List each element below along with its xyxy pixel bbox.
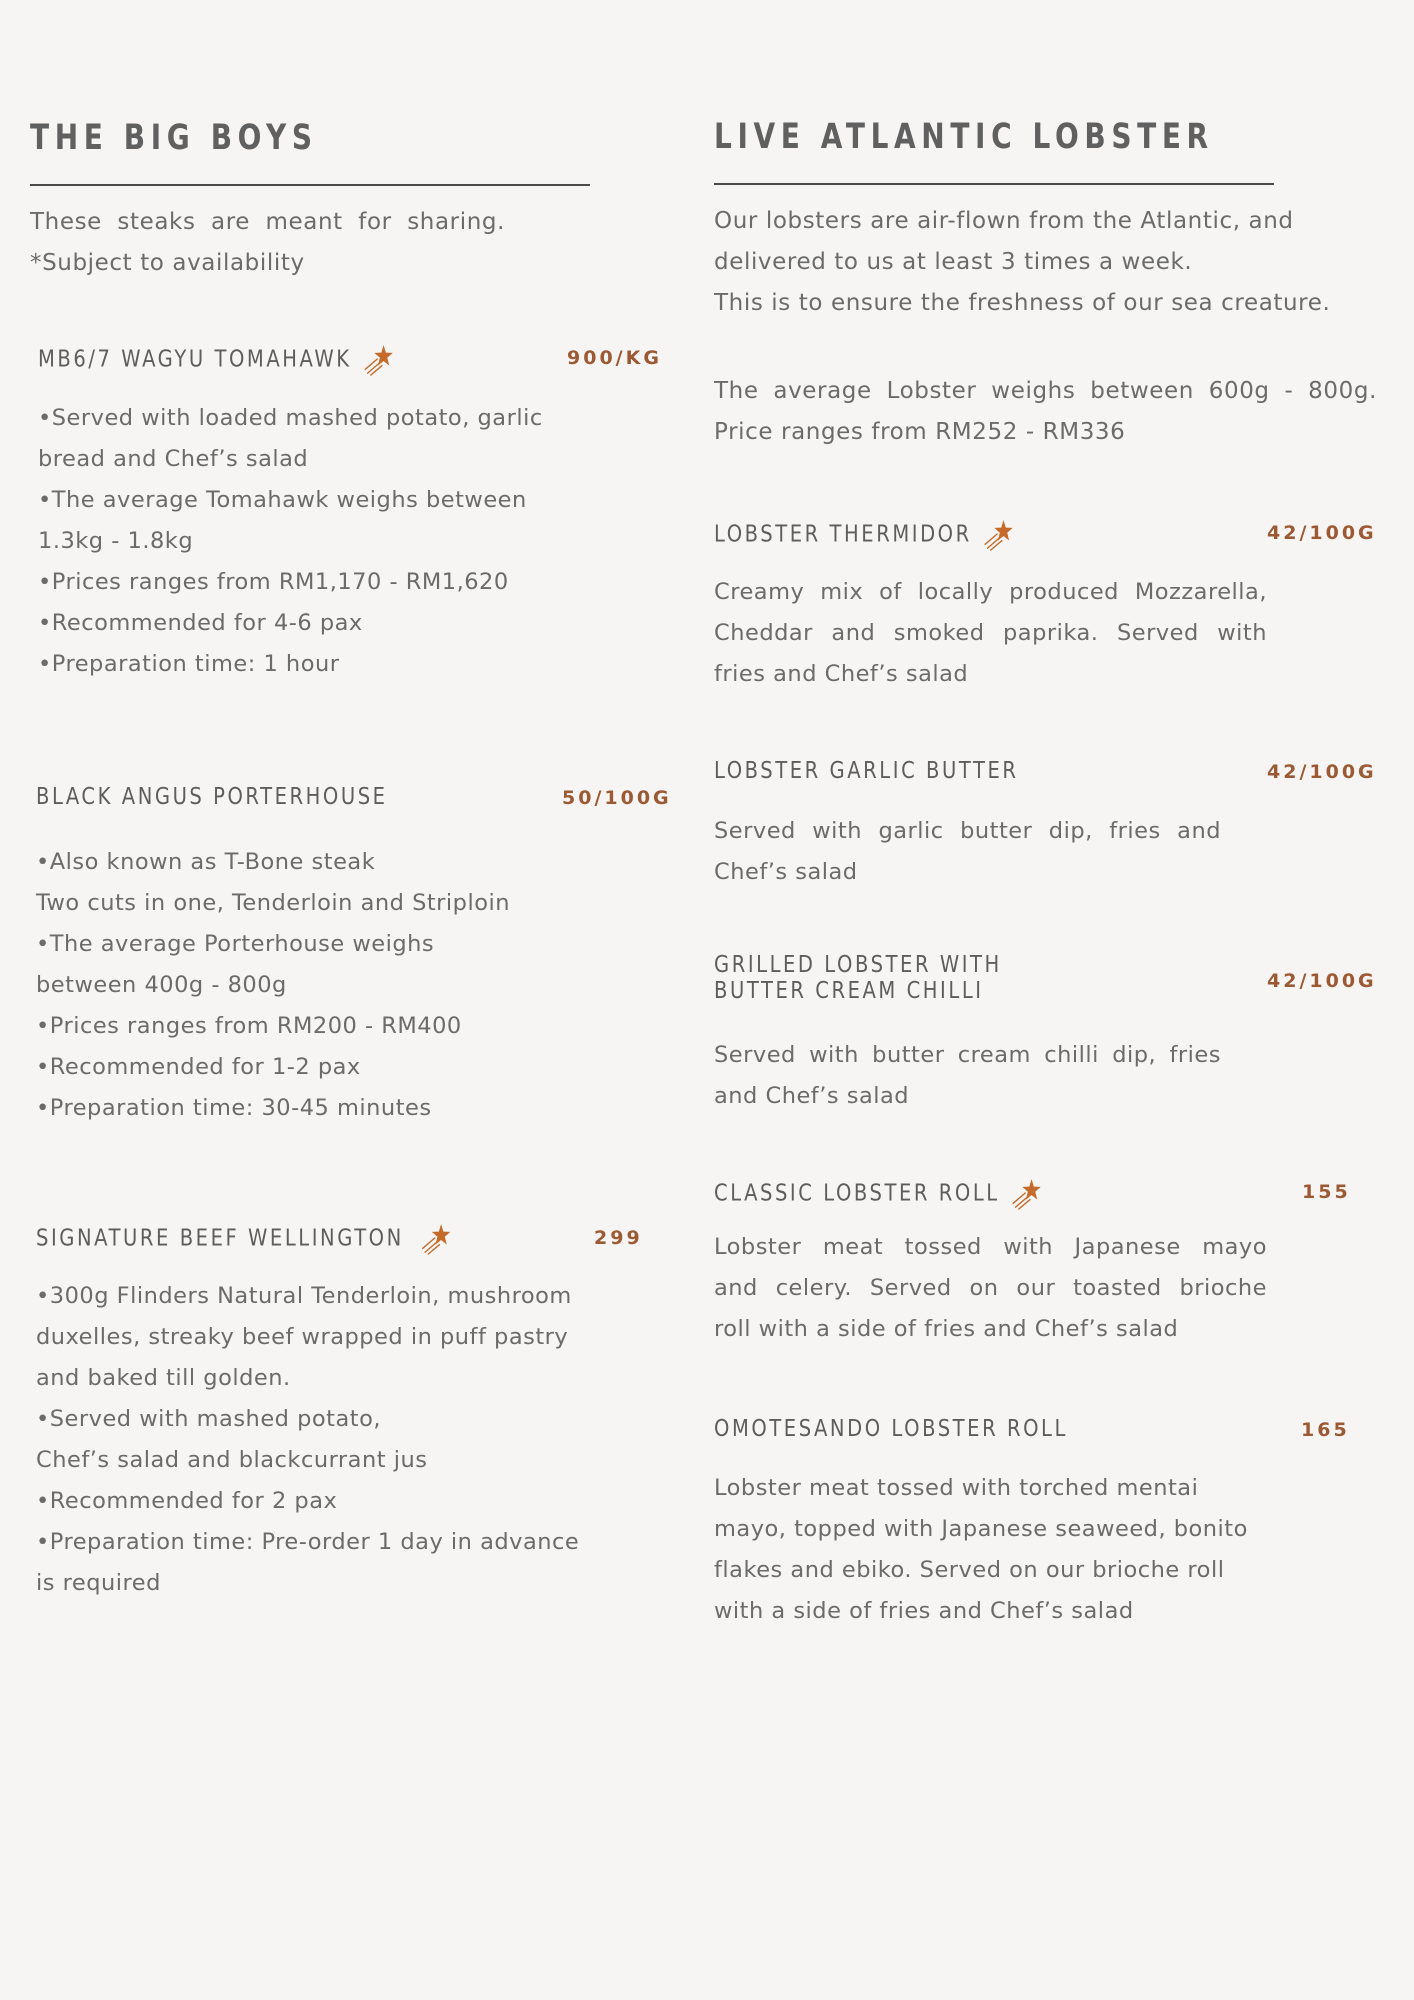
shooting-star-icon bbox=[419, 1223, 451, 1255]
menu-item-name-line: BUTTER CREAM CHILLI bbox=[714, 978, 984, 1004]
shooting-star-icon bbox=[362, 344, 394, 376]
menu-item-price: 299 bbox=[594, 1227, 643, 1249]
description-line: Cheddar and smoked paprika. Served with bbox=[714, 620, 1267, 646]
description-line: and Chef’s salad bbox=[714, 1083, 910, 1109]
description-line: 1.3kg - 1.8kg bbox=[38, 528, 194, 554]
menu-item-description bbox=[714, 572, 1267, 695]
intro-line: delivered to us at least 3 times a week. bbox=[714, 249, 1193, 275]
menu-item-name-line: GRILLED LOBSTER WITH bbox=[714, 952, 1002, 978]
menu-item-description bbox=[714, 1468, 1248, 1632]
menu-item-name: LOBSTER THERMIDOR bbox=[714, 519, 1014, 551]
description-line: •Prices ranges from RM1,170 - RM1,620 bbox=[38, 569, 509, 595]
menu-item-name: CLASSIC LOBSTER ROLL bbox=[714, 1178, 1042, 1210]
menu-item-name: SIGNATURE BEEF WELLINGTON bbox=[36, 1223, 451, 1255]
intro-line: Our lobsters are air-flown from the Atlantic, and bbox=[714, 208, 1294, 234]
menu-item-price: 50/100G bbox=[562, 787, 672, 809]
description-line: Served with garlic butter dip, fries and bbox=[714, 818, 1221, 844]
description-line: •Recommended for 4-6 pax bbox=[38, 610, 363, 636]
description-line: mayo, topped with Japanese seaweed, bonito bbox=[714, 1516, 1248, 1542]
menu-item-price: 900/KG bbox=[567, 347, 662, 369]
shooting-star-icon bbox=[1010, 1178, 1042, 1210]
menu-item-price: 165 bbox=[1301, 1419, 1350, 1441]
lobster-weight-note bbox=[714, 371, 1377, 453]
description-line: bread and Chef’s salad bbox=[38, 446, 309, 472]
intro-line: Price ranges from RM252 - RM336 bbox=[714, 419, 1126, 445]
description-line: •Recommended for 2 pax bbox=[36, 1488, 338, 1514]
description-line: •Served with loaded mashed potato, garlic bbox=[38, 405, 543, 431]
description-line: flakes and ebiko. Served on our brioche roll bbox=[714, 1557, 1225, 1583]
menu-item-price: 42/100G bbox=[1267, 761, 1377, 783]
menu-item-name: MB6/7 WAGYU TOMAHAWK bbox=[38, 344, 394, 376]
intro-line: This is to ensure the freshness of our sea creature. bbox=[714, 290, 1331, 316]
description-line: •Preparation time: 1 hour bbox=[38, 651, 340, 677]
description-line: between 400g - 800g bbox=[36, 972, 287, 998]
menu-item-price: 155 bbox=[1302, 1181, 1351, 1203]
menu-item-description bbox=[714, 811, 1221, 893]
description-line: •The average Porterhouse weighs bbox=[36, 931, 435, 957]
description-line: is required bbox=[36, 1570, 161, 1596]
menu-item-name: OMOTESANDO LOBSTER ROLL bbox=[714, 1416, 1068, 1442]
description-line: Lobster meat tossed with Japanese mayo bbox=[714, 1234, 1267, 1260]
description-line: •Prices ranges from RM200 - RM400 bbox=[36, 1013, 462, 1039]
shooting-star-icon bbox=[982, 519, 1014, 551]
menu-item-description bbox=[36, 1276, 579, 1604]
section-title: THE BIG BOYS bbox=[30, 118, 318, 158]
description-line: roll with a side of fries and Chef’s salad bbox=[714, 1316, 1179, 1342]
title-divider bbox=[30, 184, 590, 186]
menu-item-description bbox=[36, 842, 510, 1129]
description-line: •Preparation time: Pre-order 1 day in advance bbox=[36, 1529, 580, 1555]
intro-line: *Subject to availability bbox=[30, 250, 305, 276]
description-line: Two cuts in one, Tenderloin and Striploin bbox=[36, 890, 510, 916]
section-intro bbox=[714, 201, 1394, 324]
description-line: •Preparation time: 30-45 minutes bbox=[36, 1095, 432, 1121]
title-divider bbox=[714, 183, 1274, 185]
description-line: •Also known as T-Bone steak bbox=[36, 849, 376, 875]
description-line: Chef’s salad bbox=[714, 859, 858, 885]
menu-item-name: BLACK ANGUS PORTERHOUSE bbox=[36, 784, 388, 810]
description-line: Creamy mix of locally produced Mozzarella, bbox=[714, 579, 1267, 605]
description-line: •Served with mashed potato, bbox=[36, 1406, 381, 1432]
description-line: duxelles, streaky beef wrapped in puff pastry bbox=[36, 1324, 569, 1350]
intro-line: The average Lobster weighs between 600g - 800g. bbox=[714, 378, 1377, 404]
intro-line: These steaks are meant for sharing. bbox=[30, 209, 505, 235]
menu-item-description bbox=[38, 398, 543, 685]
menu-item-description bbox=[714, 1035, 1221, 1117]
description-line: fries and Chef’s salad bbox=[714, 661, 969, 687]
section-intro bbox=[30, 202, 505, 284]
description-line: •Recommended for 1-2 pax bbox=[36, 1054, 361, 1080]
description-line: Chef’s salad and blackcurrant jus bbox=[36, 1447, 428, 1473]
section-title: LIVE ATLANTIC LOBSTER bbox=[714, 117, 1214, 157]
menu-item-price: 42/100G bbox=[1267, 970, 1377, 992]
description-line: with a side of fries and Chef’s salad bbox=[714, 1598, 1134, 1624]
description-line: and celery. Served on our toasted brioche bbox=[714, 1275, 1267, 1301]
menu-item-description bbox=[714, 1227, 1267, 1350]
description-line: and baked till golden. bbox=[36, 1365, 291, 1391]
description-line: •300g Flinders Natural Tenderloin, mushroom bbox=[36, 1283, 572, 1309]
description-line: Served with butter cream chilli dip, fries bbox=[714, 1042, 1221, 1068]
menu-item-name bbox=[714, 952, 1002, 1004]
menu-item-price: 42/100G bbox=[1267, 522, 1377, 544]
description-line: •The average Tomahawk weighs between bbox=[38, 487, 527, 513]
description-line: Lobster meat tossed with torched mentai bbox=[714, 1475, 1199, 1501]
menu-item-name: LOBSTER GARLIC BUTTER bbox=[714, 758, 1019, 784]
